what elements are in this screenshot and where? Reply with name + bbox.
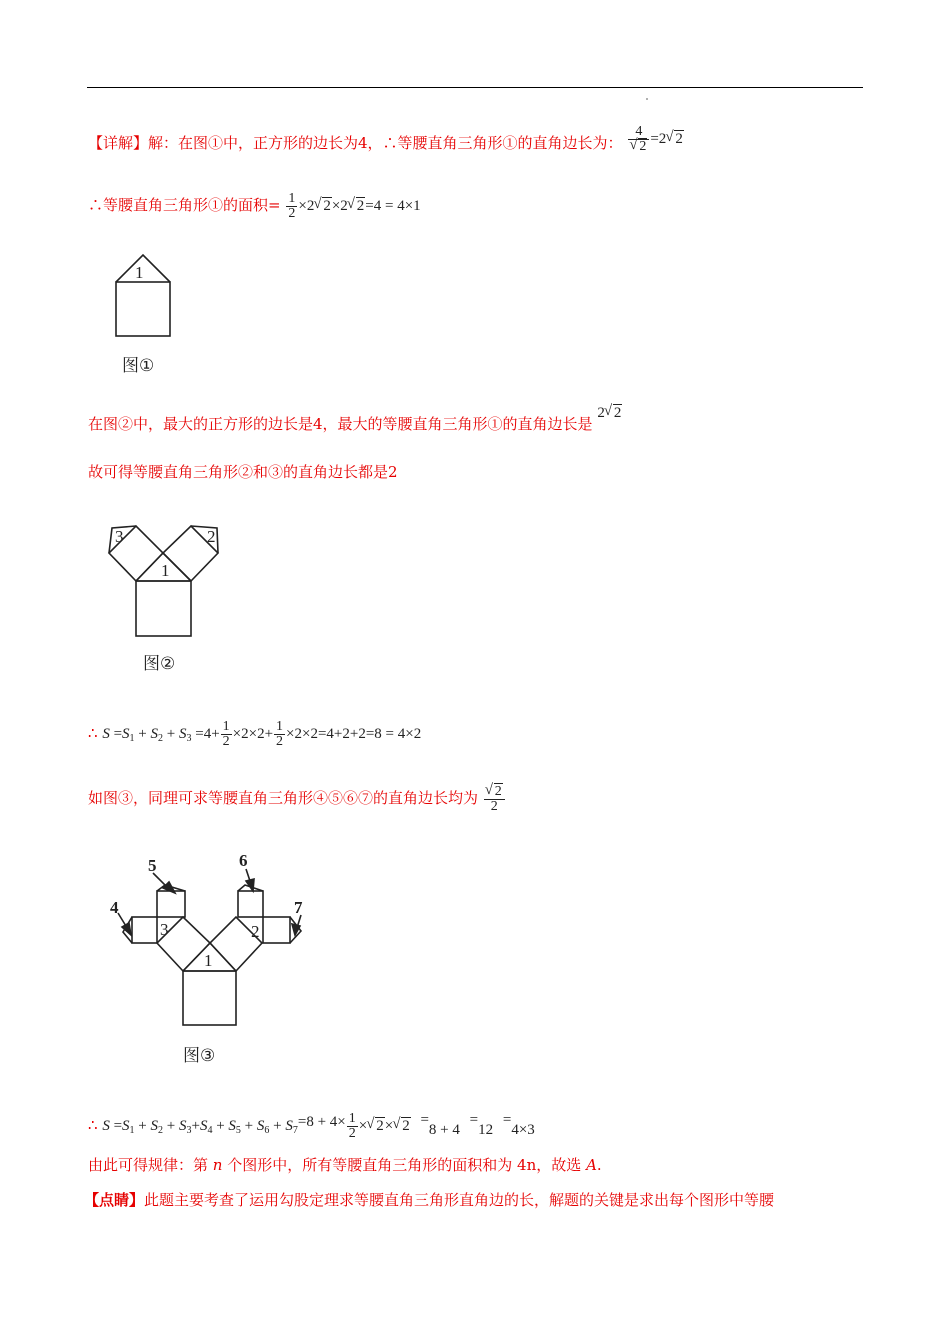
speck [646, 98, 648, 100]
figure-3-caption: 图③ [183, 1046, 216, 1066]
figure-3 [105, 845, 305, 1030]
detail-line-3 [88, 405, 622, 435]
detail-text-6: 如图③，同理可求等腰直角三角形④⑤⑥⑦的直角边长均为 [88, 788, 479, 807]
figure-2-caption: 图② [143, 654, 176, 674]
triangle-label-3: 3 [160, 920, 169, 939]
therefore-symbol: ∴ [88, 723, 98, 742]
detail-text-2: ∴等腰直角三角形①的面积= [88, 195, 281, 214]
figure-2 [100, 520, 240, 645]
formula-2: $\frac{1}{2}$ ×2√ 2×2√ 2=4 = 4×1 [285, 198, 420, 214]
detail-text-3: 在图②中，最大的正方形的边长是4，最大的等腰直角三角形①的直角边长是 [88, 415, 593, 433]
triangle-label-1: 1 [204, 951, 213, 970]
triangle-label-1: 1 [161, 561, 170, 580]
triangle-label-2: 2 [251, 922, 260, 941]
triangle-label-3: 3 [115, 527, 124, 546]
header-rule [87, 87, 863, 88]
detail-line-8: 由此可得规律：第 n 个图形中，所有等腰直角三角形的面积和为 4n，故选 A. [88, 1156, 602, 1174]
detail-text-1: 解：在图①中，正方形的边长为4，∴等腰直角三角形①的直角边长为： [148, 133, 623, 152]
figure-1-caption: 图① [122, 356, 155, 376]
therefore-symbol: ∴ [88, 1115, 98, 1134]
figure-1 [105, 250, 205, 340]
triangle-label-7: 7 [294, 898, 303, 917]
detail-line-6 [88, 785, 506, 814]
triangle-label-4: 4 [110, 898, 119, 917]
triangle-label-1: 1 [135, 263, 144, 282]
fraction: 4 √ 2 [628, 125, 649, 154]
comment-tag: 【点睛】 [84, 1191, 145, 1209]
formula-7: $S =S_1 + S_2 + S_3+S_4 + S_5 + S_6 + S_7=8 + 4\times$ $\frac{1}{2}$ ×√ 2×√ 2 =8 + 4 =12 =4×3 [102, 1118, 534, 1134]
detail-line-2 [88, 192, 421, 221]
detail-line-4: 故可得等腰直角三角形②和③的直角边长都是2 [88, 463, 398, 481]
formula-6: √ $\frac{2}{2}$ [483, 791, 506, 807]
formula-5: $S =S_1 + S_2 + S_3 =4+$ $\frac{1}{2}$ ×2×2+ $\frac{1}{2}$ ×2×2=4+2+2=8 = 4×2 [102, 719, 422, 749]
detail-line-5 [88, 720, 421, 749]
formula-1: 4 √ 2 =2√ 2 [627, 131, 683, 147]
detail-line-7 [88, 1112, 535, 1141]
detail-tag: 【详解】 [88, 133, 149, 152]
triangle-label-5: 5 [148, 856, 157, 875]
detail-line-9 [84, 1190, 774, 1210]
comment-text: 此题主要考查了运用勾股定理求等腰直角三角形直角边的长，解题的关键是求出每个图形中等腰 [144, 1191, 775, 1209]
triangle-label-2: 2 [207, 527, 216, 546]
detail-line-1 [88, 124, 684, 159]
formula-3: 2√ 2 [597, 405, 622, 421]
triangle-label-6: 6 [239, 851, 248, 870]
